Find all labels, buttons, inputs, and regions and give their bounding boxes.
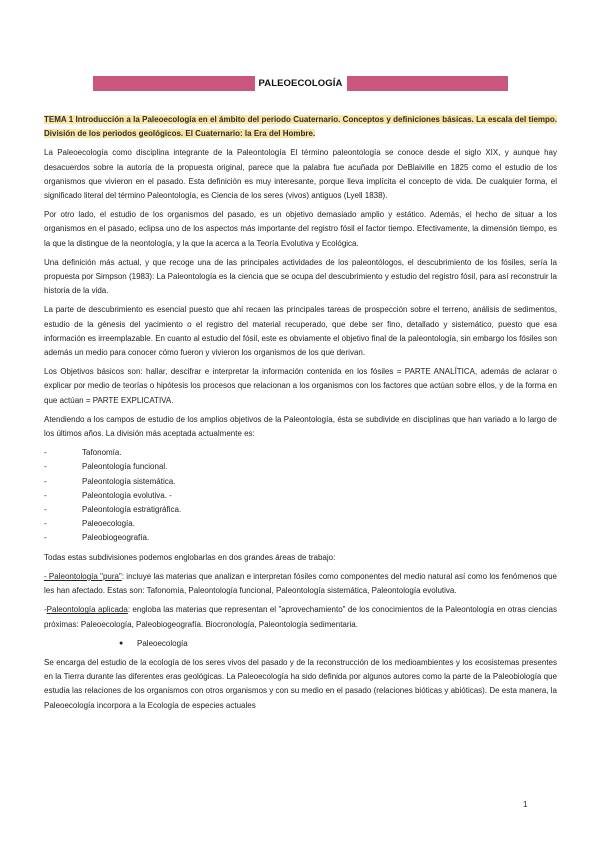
pure-paleontology-text: : incluye las materias que analizan e interpretan fósiles como componentes del medio natural así como los fenómenos que les han afectado. Estas son: Tafonomía, Paleontología funcional, Paleontología sistemática, Paleontología evolutiva. bbox=[44, 571, 557, 596]
list-item-text: Paleontología evolutiva. - bbox=[82, 490, 172, 500]
list-item-text: Tafonomía. bbox=[82, 448, 122, 458]
list-dash: - bbox=[44, 476, 47, 486]
paragraph-4: La parte de descubrimiento es esencial puesto que ahí recaen las principales tareas de prospección sobre el terreno, análisis de sedimentos, estudio de la génesis del yacimiento o el registro del material recuperado, que debe ser fino, detallado y sistemático, puesto que esa información es irreemplazable. En cuanto al estudio del fósil, este es obviamente el objetivo final de la paleontología, sin embargo los fósiles son además un medio para conocer cómo fueron y vivieron los organismos de los que derivan. bbox=[44, 305, 557, 358]
applied-paleontology-label: Paleontología aplicada bbox=[46, 605, 128, 615]
list-dash: - bbox=[44, 505, 47, 515]
paragraph-6: Atendiendo a los campos de estudio de los amplios objetivos de la Paleontología, ésta se subdivide en disciplinas que han variado a lo largo de los últimos años. La división más aceptada actualmente es: bbox=[44, 414, 557, 439]
pure-paleontology-label: - Paleontología "pura" bbox=[44, 571, 122, 581]
topic-heading-highlight: TEMA 1 Introducción a la Paleoecología en el ámbito del periodo Cuaternario. Conceptos y definiciones básicas. La escala del tiempo. División de los periodos geológicos. El Cuaternario: la Era del Hombre. bbox=[44, 115, 557, 139]
list-dash: - bbox=[44, 462, 47, 472]
disciplines-list bbox=[44, 446, 557, 545]
applied-paleontology-paragraph bbox=[44, 603, 557, 631]
paragraph-1: La Paleoecología como disciplina integrante de la Paleontología El término paleontología se conoce desde el siglo XIX, y aunque hay desacuerdos sobre la autoría de la propuesta original, parece que la palabra fue acuñada por DeBlaiville en 1825 como el estudio de los organismos que vivieron en el pasado. Esta definición es muy interesante, porque lleva implícita el concepto de vida. De cualquier forma, el significado literal del término Paleontología, es Ciencia de los seres (vivos) antiguos (Lyell 1838). bbox=[44, 148, 557, 201]
list-dash: - bbox=[44, 448, 47, 458]
section-bullet bbox=[44, 637, 557, 651]
list-item-text: Paleontología sistemática. bbox=[82, 476, 176, 486]
applied-prefix: - bbox=[44, 605, 47, 615]
paragraph-2: Por otro lado, el estudio de los organismos del pasado, es un objetivo demasiado amplio y estático. Además, el hecho de situar a los organismos en el pasado, eclipsa uno de los aspectos más importante del registro fósil el factor tiempo. Efectivamente, la dimensión tiempo, es la que la distingue de la neontología, y la que la acerca a la Teoría Evolutiva y Ecológica. bbox=[44, 210, 557, 248]
list-item bbox=[44, 489, 557, 503]
page-number: 1 bbox=[523, 800, 528, 809]
list-item-text: Paleontología estratigráfica. bbox=[82, 505, 182, 515]
document-body bbox=[44, 113, 557, 718]
list-item-text: Paleoecología. bbox=[82, 519, 135, 529]
topic-heading bbox=[44, 113, 557, 141]
paragraph-5: Los Objetivos básicos son: hallar, descifrar e interpretar la información contenida en los fósiles = PARTE ANALÍTICA, además de aclarar o explicar por medio de teorías o hipótesis los procesos que relacionan a los organismos con los factores que actúan sobre ellos, y de la forma en que actúan = PARTE EXPLICATIVA. bbox=[44, 367, 557, 405]
list-item-text: Paleobiogeografía. bbox=[82, 533, 150, 543]
list-item bbox=[44, 531, 557, 545]
page-title: PALEOECOLOGÍA bbox=[255, 76, 347, 91]
list-item bbox=[44, 446, 557, 460]
bullet-icon: ● bbox=[119, 639, 124, 647]
banner-bar-left bbox=[93, 76, 255, 91]
list-dash: - bbox=[44, 533, 47, 543]
pure-paleontology-paragraph bbox=[44, 570, 557, 598]
applied-paleontology-text: : engloba las materias que representan el "aprovechamiento" de los conocimientos de la Paleontología en otras ciencias próximas: Paleoecología, Paleobiogeografía. Biocronología, Paleontología sedimentaria. bbox=[44, 605, 558, 629]
list-item bbox=[44, 475, 557, 489]
list-item bbox=[44, 503, 557, 517]
paragraph-3: Una definición más actual, y que recoge una de las principales actividades de los paleontólogos, el descubrimiento de los fósiles, sería la propuesta por Simpson (1983): La Paleontología es la ciencia que se ocupa del descubrimiento y estudio del registro fósil, para así reconstruir la historia de la vida. bbox=[44, 257, 557, 296]
paleoecology-paragraph: Se encarga del estudio de la ecología de los seres vivos del pasado y de la reconstrucción de los medioambientes y los ecosistemas presentes en la Tierra durante las diferentes eras geológicas. La Paleoecología ha sido definida por algunos autores como la parte de la Paleobiología que estudia las relaciones de los organismos con otros organismos y con su medio en el pasado (relaciones bióticas y abióticas). De esta manera, la Paleoecología incorpora a la Ecología de especies actuales bbox=[44, 657, 557, 710]
areas-intro: Todas estas subdivisiones podemos englobarlas en dos grandes áreas de trabajo: bbox=[44, 552, 336, 562]
banner-bar-right bbox=[347, 76, 509, 91]
section-bullet-label: Paleoecología bbox=[137, 638, 188, 648]
list-dash: - bbox=[44, 519, 47, 529]
list-dash: - bbox=[44, 490, 47, 500]
list-item bbox=[44, 517, 557, 531]
title-banner bbox=[93, 76, 508, 91]
list-item bbox=[44, 460, 557, 474]
list-item-text: Paleontología funcional. bbox=[82, 462, 168, 472]
